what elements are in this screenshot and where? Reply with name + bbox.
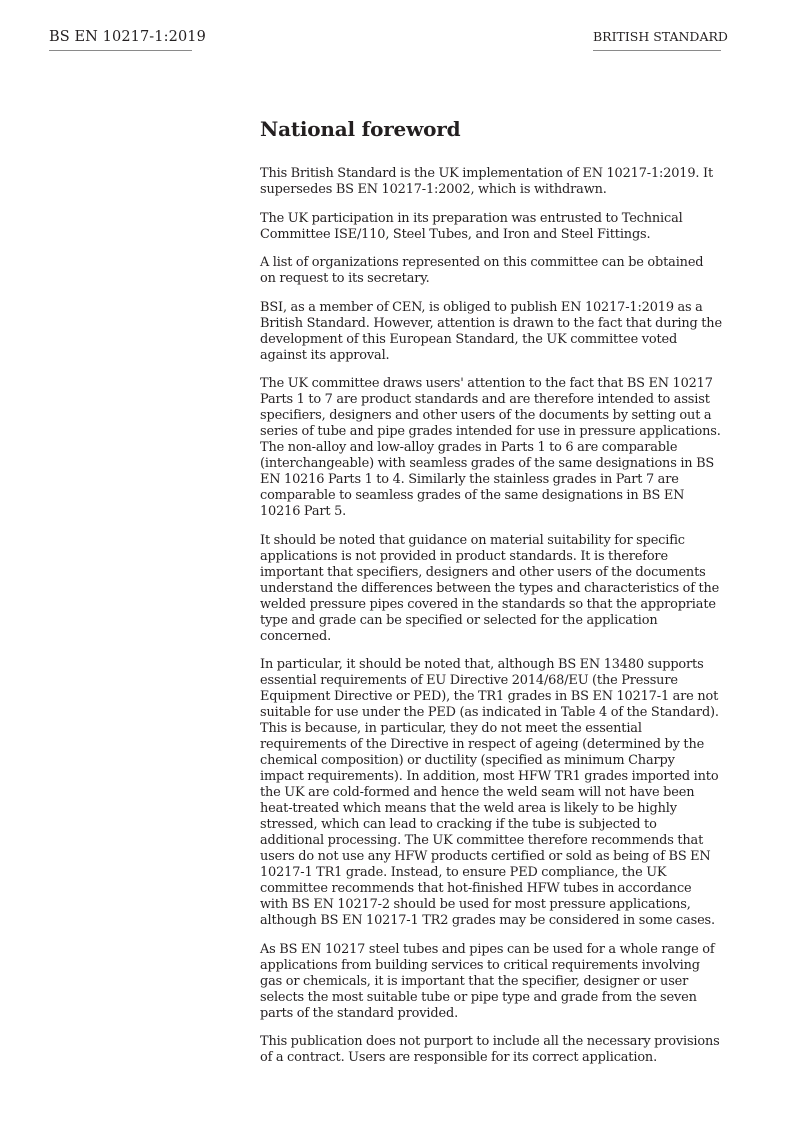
paragraph-material-suitability: It should be noted that guidance on material suitability for specific applications is not provided in product standards. It is therefore important that specifiers, designers and other users of the documents understand the differences between the types and characteristics of the welded pressure pipes covered in the standards so that the appropriate type and grade can be specified or selected for the application concerned. bbox=[260, 532, 720, 644]
paragraph-organizations: A list of organizations represented on this committee can be obtained on request to its secretary. bbox=[260, 255, 704, 286]
paragraph-committee: The UK participation in its preparation was entrusted to Technical Committee ISE/110, Steel Tubes, and Iron and Steel Fittings. bbox=[260, 210, 683, 242]
national-foreword-section bbox=[260, 116, 722, 1079]
paragraph-applications: As BS EN 10217 steel tubes and pipes can be used for a whole range of applications from building services to critical requirements involving gas or chemicals, it is important that the specifier, designer or user selects the most suitable tube or pipe type and grade from the seven parts of the standard provided. bbox=[260, 941, 715, 1021]
paragraph-cen-obligation: BSI, as a member of CEN, is obliged to publish EN 10217-1:2019 as a British Standard. However, attention is drawn to the fact that during the development of this European Standard, the UK committee voted against its approval. bbox=[260, 299, 722, 363]
document-number: BS EN 10217-1:2019 bbox=[49, 28, 192, 51]
page-title: National foreword bbox=[260, 117, 461, 141]
paragraph-implementation: This British Standard is the UK implementation of EN 10217-1:2019. It supersedes BS EN 10217-1:2002, which is withdrawn. bbox=[260, 166, 713, 197]
paragraph-product-standards: The UK committee draws users' attention to the fact that BS EN 10217 Parts 1 to 7 are product standards and are therefore intended to assist specifiers, designers and other users of the documents by setting out a series of tube and pipe grades intended for use in pressure applications. The non-alloy and low-alloy grades in Parts 1 to 6 are comparable (interchangeable) with seamless grades of the same designations in BS EN 10216 Parts 1 to 4. Similarly the stainless grades in Part 7 are comparable to seamless grades of the same designations in BS EN 10216 Part 5. bbox=[260, 376, 721, 519]
paragraph-ped-compliance: In particular, it should be noted that, although BS EN 13480 supports essential requirements of EU Directive 2014/68/EU (the Pressure Equipment Directive or PED), the TR1 grades in BS EN 10217-1 are not suitable for use under the PED (as indicated in Table 4 of the Standard). This is because, in particular, they do not meet the essential requirements of the Directive in respect of ageing (determined by the chemical composition) or ductility (specified as minimum Charpy impact requirements). In addition, most HFW TR1 grades imported into the UK are cold-formed and hence the weld seam will not have been heat-treated which means that the weld area is likely to be highly stressed, which can lead to cracking if the tube is subjected to additional processing. The UK committee therefore recommends that users do not use any HFW products certified or sold as being of BS EN 10217-1 TR1 grade. Instead, to ensure PED compliance, the UK committee recommends that hot-finished HFW tubes in accordance with BS EN 10217-2 should be used for most pressure applications, although BS EN 10217-1 TR2 grades may be considered in some cases. bbox=[260, 657, 719, 928]
standard-label: BRITISH STANDARD bbox=[593, 28, 721, 51]
paragraph-contract-disclaimer: This publication does not purport to include all the necessary provisions of a contract. Users are responsible for its correct application. bbox=[260, 1034, 720, 1065]
